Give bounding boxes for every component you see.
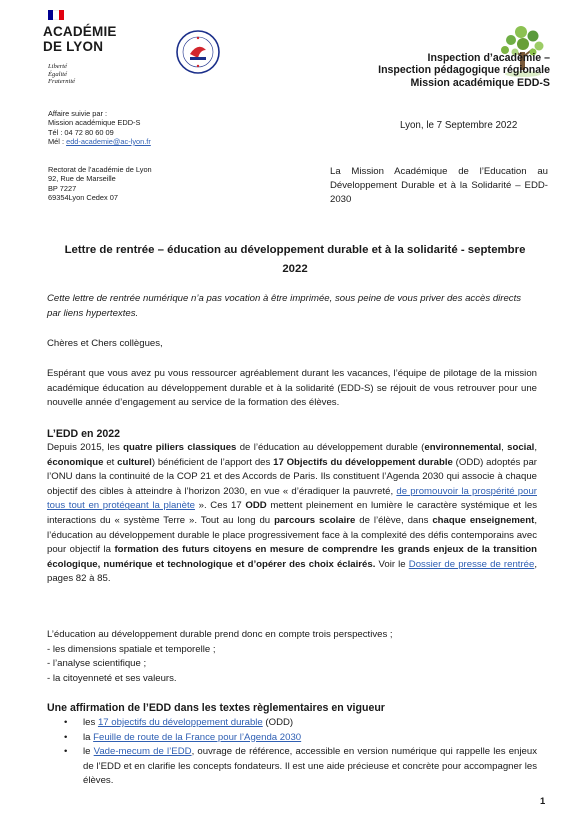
greeting: Chères et Chers collègues,: [47, 338, 163, 349]
perspective-item: - la citoyenneté et ses valeurs.: [47, 672, 177, 684]
contact-mail-label: Mél :: [48, 136, 67, 146]
inspection-header: [378, 52, 550, 89]
letter-date: Lyon, le 7 Septembre 2022: [400, 120, 518, 131]
academy-logo: [43, 24, 117, 54]
intro-paragraph: Espérant que vous avez pu vous ressourcer agréablement durant les vacances, l’équipe de pilotage de la mission académique éducation au développement durable et à la solidarité (EDD-S) se réjouit de vous retrouver pour une nouvelle année d’engagement au service de la formation des élèves.: [47, 368, 537, 409]
bullet-icon: •: [64, 746, 68, 758]
contact-mission: Mission académique EDD-S: [48, 118, 141, 128]
page-number: 1: [540, 795, 546, 806]
letter-title: Lettre de rentrée – éducation au développement durable et à la solidarité - septembre 2022: [64, 244, 526, 275]
link-vade-mecum[interactable]: Vade-mecum de l’EDD: [93, 746, 192, 758]
inspection-line-1: Inspection d’académie –: [427, 52, 550, 64]
perspectives-block: [47, 628, 537, 686]
address-line-4: 69354Lyon Cedex 07: [48, 192, 118, 202]
bullet-icon: •: [64, 717, 68, 728]
link-prosperite[interactable]: de promouvoir la prospérité pour tous tout en protégeant la planète: [47, 485, 537, 512]
academy-line-1: ACADÉMIE: [43, 24, 117, 39]
list-item: • la Feuille de route de la France pour l’Agenda 2030: [47, 731, 537, 746]
recipient-block: La Mission Académique de l’Education au Développement Durable et à la Solidarité – EDD-2030: [330, 166, 548, 205]
edd-label-badge-logo: [176, 30, 220, 74]
inspection-line-3: Mission académique EDD-S: [410, 76, 550, 89]
contact-block: [48, 109, 151, 146]
motto-egalite: Égalité: [48, 70, 68, 78]
motto-liberte: Liberté: [48, 63, 68, 70]
academy-line-2: DE LYON: [43, 39, 104, 54]
address-block: [48, 165, 152, 202]
perspective-item: - les dimensions spatiale et temporelle ;: [47, 643, 216, 655]
contact-followed-by: Affaire suivie par :: [48, 109, 108, 118]
republic-motto: [48, 63, 75, 86]
contact-mail-row: [48, 137, 151, 146]
section-heading-edd-2022: L’EDD en 2022: [47, 428, 121, 440]
contact-mail-link[interactable]: edd-academie@ac-lyon.fr: [66, 136, 151, 146]
perspectives-intro: L’éducation au développement durable prend donc en compte trois perspectives ;: [47, 629, 393, 640]
edd-2022-paragraph: Depuis 2015, les quatre piliers classiques de l’éducation au développement durable (environnemental, social, économique et culturel) bénéficient de l’apport des 17 Objectifs du développement durable (ODD) adoptés par l’ONU dans la continuité de la COP 21 et des Accords de Paris. Ils constituent l’Agenda 2030 qui associe à chaque objectif des cibles à atteindre à l’horizon 2030, en vue « d’éradiquer la pauvreté, de promouvoir la prospérité pour tous tout en protégeant la planète ». Ces 17 ODD mettent pleinement en lumière le caractère systémique et les interactions du « système Terre ». Tout au long du parcours scolaire de l’élève, dans chaque enseignement, l’éducation au développement durable le place progressivement face à la complexité des défis contemporains avec pour objectif la formation des futurs citoyens en mesure de comprendre les grands enjeux de la transition écologique, numérique et technologique et d’opérer des choix éclairés. Voir le Dossier de presse de rentrée, pages 82 à 85.: [47, 442, 538, 585]
address-line-3: BP 7227: [48, 183, 77, 193]
list-item: • le Vade-mecum de l’EDD, ouvrage de référence, accessible en version numérique qui rappelle les enjeux de l’EDD et en clarifie les concepts fondateurs. Il est une aide précieuse et concrète pour accompagner les élèves.: [64, 746, 537, 787]
address-line-2: 92, Rue de Marseille: [48, 174, 116, 184]
motto-fraternite: Fraternité: [48, 78, 76, 85]
textes-list: [47, 716, 537, 789]
contact-phone: Tél : 04 72 80 60 09: [48, 127, 114, 137]
list-item: • les 17 objectifs du développement durable (ODD): [47, 716, 537, 731]
link-dossier-presse[interactable]: Dossier de presse de rentrée: [408, 558, 535, 570]
perspective-item: - l’analyse scientifique ;: [47, 658, 147, 670]
bullet-icon: •: [64, 731, 68, 743]
french-flag-icon: [48, 10, 64, 20]
link-feuille-de-route[interactable]: Feuille de route de la France pour l’Agenda 2030: [93, 731, 302, 743]
link-17-odd[interactable]: 17 objectifs du développement durable: [97, 717, 263, 728]
intro-note: Cette lettre de rentrée numérique n’a pas vocation à être imprimée, sous peine de vous priver des accès directs par liens hypertextes.: [47, 293, 522, 319]
section-heading-textes: Une affirmation de l’EDD dans les textes règlementaires en vigueur: [47, 702, 385, 714]
inspection-line-2: Inspection pédagogique régionale: [378, 64, 550, 77]
address-line-1: Rectorat de l’académie de Lyon: [48, 165, 152, 174]
